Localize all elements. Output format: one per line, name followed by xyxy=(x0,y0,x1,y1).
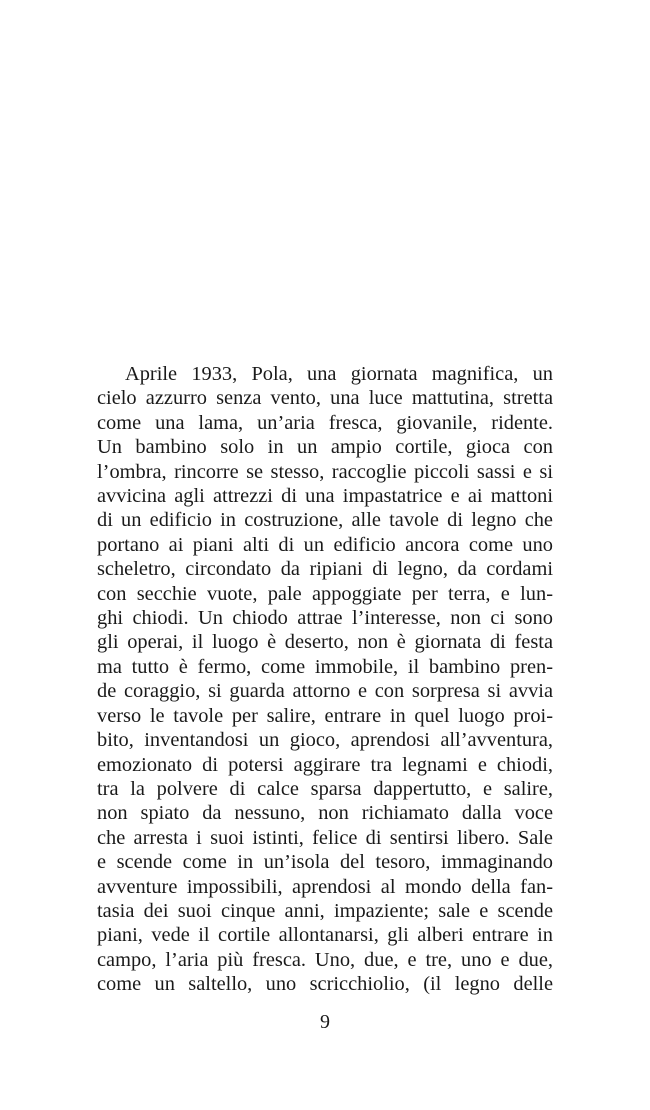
text-line: avvicina agli attrezzi di una impastatrice e ai mattoni xyxy=(97,485,553,508)
text-line: con secchie vuote, pale appoggiate per terra, e lun- xyxy=(97,582,553,605)
text-line: campo, l’aria più fresca. Uno, due, e tre, uno e due, xyxy=(97,948,553,971)
page-number: 9 xyxy=(320,1011,330,1033)
text-line: de coraggio, si guarda attorno e con sorpresa si avvia xyxy=(97,680,553,703)
text-line: verso le tavole per salire, entrare in quel luogo proi- xyxy=(97,704,553,727)
text-line: che arresta i suoi istinti, felice di sentirsi libero. Sale xyxy=(97,826,553,849)
text-line: e scende come in un’isola del tesoro, immaginando xyxy=(97,851,553,874)
text-line: ma tutto è fermo, come immobile, il bambino pren- xyxy=(97,655,553,678)
text-line: emozionato di potersi aggirare tra legnami e chiodi, xyxy=(97,753,553,776)
text-line: avventure impossibili, aprendosi al mondo della fan- xyxy=(97,875,553,898)
text-line: piani, vede il cortile allontanarsi, gli alberi entrare in xyxy=(97,924,553,947)
text-line: di un edificio in costruzione, alle tavole di legno che xyxy=(97,509,553,532)
text-line: portano ai piani alti di un edificio ancora come uno xyxy=(97,533,553,556)
text-line: Un bambino solo in un ampio cortile, gioca con xyxy=(97,436,553,459)
text-line: bito, inventandosi un gioco, aprendosi all’avventura, xyxy=(97,729,553,752)
text-line: gli operai, il luogo è deserto, non è giornata di festa xyxy=(97,631,553,654)
text-line: Aprile 1933, Pola, una giornata magnifica, un xyxy=(125,363,553,385)
text-line: non spiato da nessuno, non richiamato dalla voce xyxy=(97,802,553,825)
text-line: tasia dei suoi cinque anni, impaziente; sale e scende xyxy=(97,899,553,922)
text-line: tra la polvere di calce sparsa dappertutto, e salire, xyxy=(97,777,553,800)
text-line: l’ombra, rincorre se stesso, raccoglie piccoli sassi e si xyxy=(97,460,553,483)
text-line: cielo azzurro senza vento, una luce mattutina, stretta xyxy=(97,387,553,410)
text-line: ghi chiodi. Un chiodo attrae l’interesse, non ci sono xyxy=(97,607,553,630)
body-paragraph xyxy=(97,362,553,997)
text-line: come una lama, un’aria fresca, giovanile, ridente. xyxy=(97,411,553,434)
text-line: scheletro, circondato da ripiani di legno, da cordami xyxy=(97,558,553,581)
text-line: come un saltello, uno scricchiolio, (il legno delle xyxy=(97,973,553,996)
